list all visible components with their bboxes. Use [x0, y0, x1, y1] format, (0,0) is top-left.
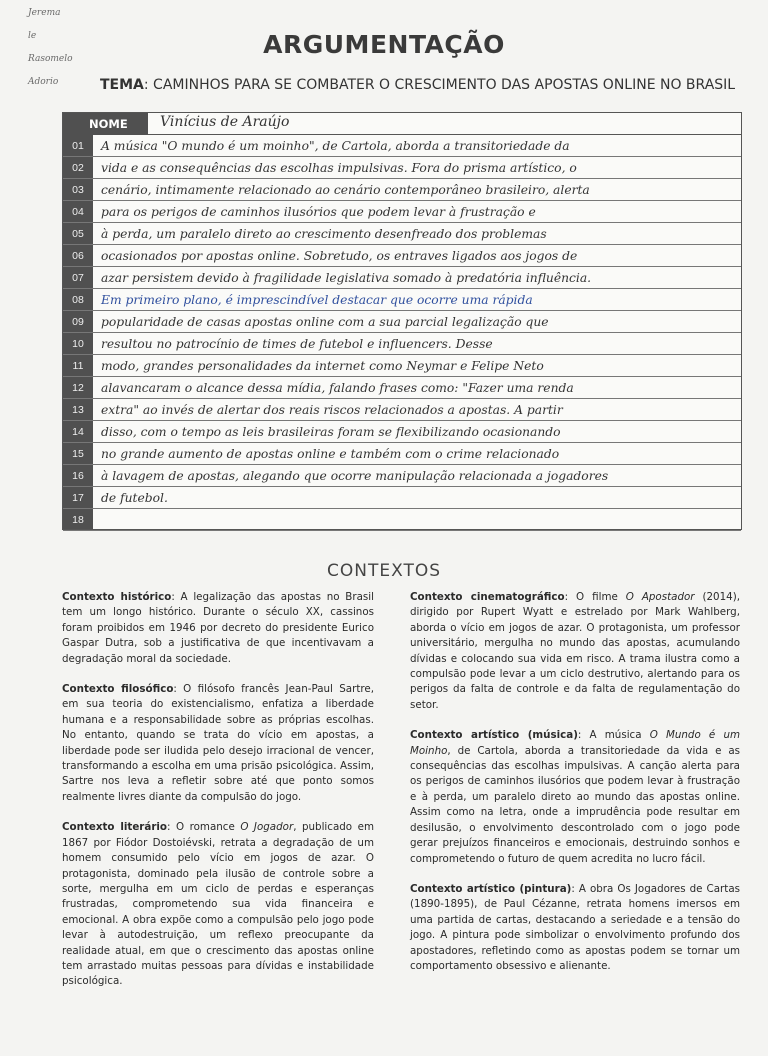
margin-note-line: le — [28, 31, 37, 41]
writing-line — [63, 179, 741, 201]
writing-line — [63, 223, 741, 245]
handwritten-text[interactable] — [101, 378, 574, 398]
name-value[interactable]: Vinícius de Araújo — [160, 114, 290, 130]
handwritten-text-content: resultou no patrocínio de times de futebol e influencers. Desse — [101, 337, 493, 351]
writing-line — [63, 201, 741, 223]
writing-line — [63, 399, 741, 421]
margin-note-line: Adorio — [28, 77, 59, 87]
tema-line — [100, 77, 740, 93]
line-number: 14 — [72, 426, 84, 438]
line-number: 17 — [72, 492, 84, 504]
handwritten-text-content: popularidade de casas apostas online com a sua parcial legalização que — [101, 315, 549, 329]
handwritten-text[interactable] — [101, 158, 577, 178]
context-filosofico — [62, 682, 374, 805]
handwritten-text-content: vida e as consequências das escolhas impulsivas. Fora do prisma artístico, o — [101, 161, 577, 175]
handwritten-text-content: à lavagem de apostas, alegando que ocorre manipulação relacionada a jogadores — [101, 469, 609, 483]
handwritten-text[interactable] — [101, 246, 577, 266]
handwritten-text[interactable] — [101, 356, 544, 376]
context-body: : O filósofo francês Jean-Paul Sartre, em sua teoria do existencialismo, enfatiza a liberdade humana e a responsabilidade sobre as próprias escolhas. No entanto, quando se trata do vício em apostas, a liberdade pode ser iludida pelo desejo irracional de vencer, transformando a escolha em uma prisão psicológica. Assim, Sartre nos leva a refletir sobre até que ponto somos realmente livres diante da compulsão do jogo. — [62, 683, 374, 803]
line-number: 06 — [72, 250, 84, 262]
context-body-pre: : O romance — [167, 821, 241, 834]
context-column-left — [62, 590, 374, 1005]
tema-label: TEMA — [100, 77, 144, 93]
line-number: 09 — [72, 316, 84, 328]
writing-line — [63, 487, 741, 509]
handwritten-text[interactable] — [101, 268, 591, 288]
handwritten-text[interactable] — [101, 400, 563, 420]
writing-line — [63, 443, 741, 465]
handwritten-text-content: ocasionados por apostas online. Sobretudo, os entraves ligados aos jogos de — [101, 249, 578, 263]
handwritten-text[interactable] — [101, 466, 608, 486]
context-cinematografico — [410, 590, 740, 713]
context-heading: Contexto filosófico — [62, 683, 174, 696]
name-row — [63, 113, 741, 135]
work-title: O Apostador — [625, 591, 695, 603]
context-heading: Contexto cinematográfico — [410, 591, 565, 603]
writing-line — [63, 333, 741, 355]
handwritten-text-content: A música "O mundo é um moinho", de Cartola, aborda a transitoriedade da — [101, 139, 570, 153]
context-heading: Contexto artístico (música) — [410, 729, 578, 742]
line-number: 04 — [72, 206, 84, 218]
handwritten-text[interactable] — [101, 488, 168, 508]
line-number: 03 — [72, 184, 84, 196]
context-body-pre: : O filme — [564, 591, 626, 603]
line-number: 15 — [72, 448, 84, 460]
handwritten-text-content: de futebol. — [101, 491, 168, 505]
page-title: ARGUMENTAÇÃO — [263, 30, 505, 59]
line-number: 01 — [72, 140, 84, 152]
contextos-title: CONTEXTOS — [327, 561, 441, 581]
handwritten-text[interactable] — [101, 290, 533, 310]
writing-line — [63, 465, 741, 487]
margin-note-line: Jerema — [28, 8, 61, 18]
handwritten-text-content: para os perigos de caminhos ilusórios que podem levar à frustração e — [101, 205, 536, 219]
line-number: 18 — [72, 514, 84, 526]
handwritten-text[interactable] — [101, 136, 570, 156]
line-number: 16 — [72, 470, 84, 482]
line-number: 11 — [72, 360, 84, 372]
handwritten-text-content: cenário, intimamente relacionado ao cenário contemporâneo brasileiro, alerta — [101, 183, 590, 197]
handwritten-text[interactable] — [101, 312, 549, 332]
context-literario — [62, 820, 374, 989]
handwritten-text-content: à perda, um paralelo direto ao crescimento desenfreado dos problemas — [101, 227, 547, 241]
line-number: 13 — [72, 404, 84, 416]
writing-sheet — [62, 112, 742, 530]
context-body-pre: : A música — [577, 729, 650, 742]
tema-text: : CAMINHOS PARA SE COMBATER O CRESCIMENTO DAS APOSTAS ONLINE NO BRASIL — [143, 77, 736, 93]
writing-line — [63, 377, 741, 399]
handwritten-text[interactable] — [101, 180, 590, 200]
context-body: , publicado em 1867 por Fiódor Dostoiévski, retrata a degradação de um homem consumido pelo vício em jogos de azar. O protagonista, dominado pela ilusão de controle sobre a sorte, mergulha em um ciclo de perdas e esperanças frustradas, comprometendo sua vida financeira e emocional. A obra expõe como a compulsão pelo jogo pode levar à autodestruição, um reflexo preocupante da realidade atual, em que o crescimento das apostas online tem arrastado muitas pessoas para dívidas e instabilidade psicológica. — [62, 821, 374, 988]
writing-line — [63, 421, 741, 443]
context-pintura — [410, 882, 740, 974]
handwritten-text-content: disso, com o tempo as leis brasileiras foram se flexibilizando ocasionando — [101, 425, 561, 439]
handwritten-text[interactable] — [101, 334, 493, 354]
handwritten-text[interactable] — [101, 224, 547, 244]
handwritten-text[interactable] — [101, 422, 561, 442]
handwritten-text-content: extra" ao invés de alertar dos reais riscos relacionados a apostas. A partir — [101, 403, 563, 417]
writing-line — [63, 245, 741, 267]
handwritten-text[interactable] — [101, 202, 536, 222]
handwritten-text-content: no grande aumento de apostas online e também com o crime relacionado — [101, 447, 560, 461]
writing-line — [63, 135, 741, 157]
line-number: 05 — [72, 228, 84, 240]
work-title: O Mundo é um Moinho — [410, 729, 740, 757]
context-body: (2014), dirigido por Rupert Wyatt e estrelado por Mark Wahlberg, aborda o vício em jogos de azar. O protagonista, um professor universitário, mergulha no mundo das apostas, acumulando dívidas e colocando sua vida em risco. A trama ilustra como a compulsão pode levar a um ciclo destrutivo, alertando para os perigos da falta de controle e da falta de regulamentação do setor. — [410, 591, 740, 711]
writing-line — [63, 157, 741, 179]
line-number: 02 — [72, 162, 84, 174]
context-body: , de Cartola, aborda a transitoriedade da vida e as consequências das escolhas impulsivas. A canção alerta para os perigos de caminhos ilusórios que podem levar à frustração e à perda, um paralelo direto ao mundo das apostas online. Assim como na letra, onde a imprudência pode resultar em desilusão, o envolvimento descontrolado com o jogo pode gerar prejuízos financeiros e emocionais, destruindo sonhos e comprometendo o futuro de quem acredita no lucro fácil. — [410, 744, 740, 865]
line-number: 12 — [72, 382, 84, 394]
line-number: 08 — [72, 294, 84, 306]
name-label: NOME — [63, 113, 148, 135]
context-historico — [62, 590, 374, 667]
handwritten-text-content: modo, grandes personalidades da internet como Neymar e Felipe Neto — [101, 359, 544, 373]
writing-line — [63, 311, 741, 333]
context-heading: Contexto artístico (pintura) — [410, 882, 572, 895]
writing-line — [63, 355, 741, 377]
context-body: : A obra Os Jogadores de Cartas (1890-1895), de Paul Cézanne, retrata homens imersos em uma partida de cartas, destacando a seriedade e a tensão do jogo. A pintura pode simbolizar o envolvimento profundo dos apostadores, refletindo como as apostas podem se tornar um comportamento obsessivo e alienante. — [410, 882, 740, 972]
context-heading: Contexto literário — [62, 821, 168, 834]
work-title: O Jogador — [240, 821, 294, 834]
writing-line — [63, 267, 741, 289]
context-body: : A legalização das apostas no Brasil tem um longo histórico. Durante o século XX, cassinos foram proibidos em 1946 por decreto do presidente Eurico Gaspar Dutra, sob a justificativa de que incentivavam a degradação moral da sociedade. — [62, 591, 374, 665]
margin-note-line: Rasomelo — [28, 54, 73, 64]
context-musica — [410, 728, 740, 867]
writing-line — [63, 289, 741, 311]
handwritten-text-content: alavancaram o alcance dessa mídia, falando frases como: "Fazer uma renda — [101, 381, 574, 395]
writing-line — [63, 509, 741, 531]
context-heading: Contexto histórico — [62, 591, 172, 603]
line-number: 10 — [72, 338, 84, 350]
context-column-right — [410, 590, 740, 989]
handwritten-text-content: Em primeiro plano, é imprescindível destacar que ocorre uma rápida — [101, 293, 533, 307]
line-number: 07 — [72, 272, 84, 284]
handwritten-text[interactable] — [101, 444, 559, 464]
handwritten-text-content: azar persistem devido à fragilidade legislativa somado à predatória influência. — [101, 271, 592, 285]
